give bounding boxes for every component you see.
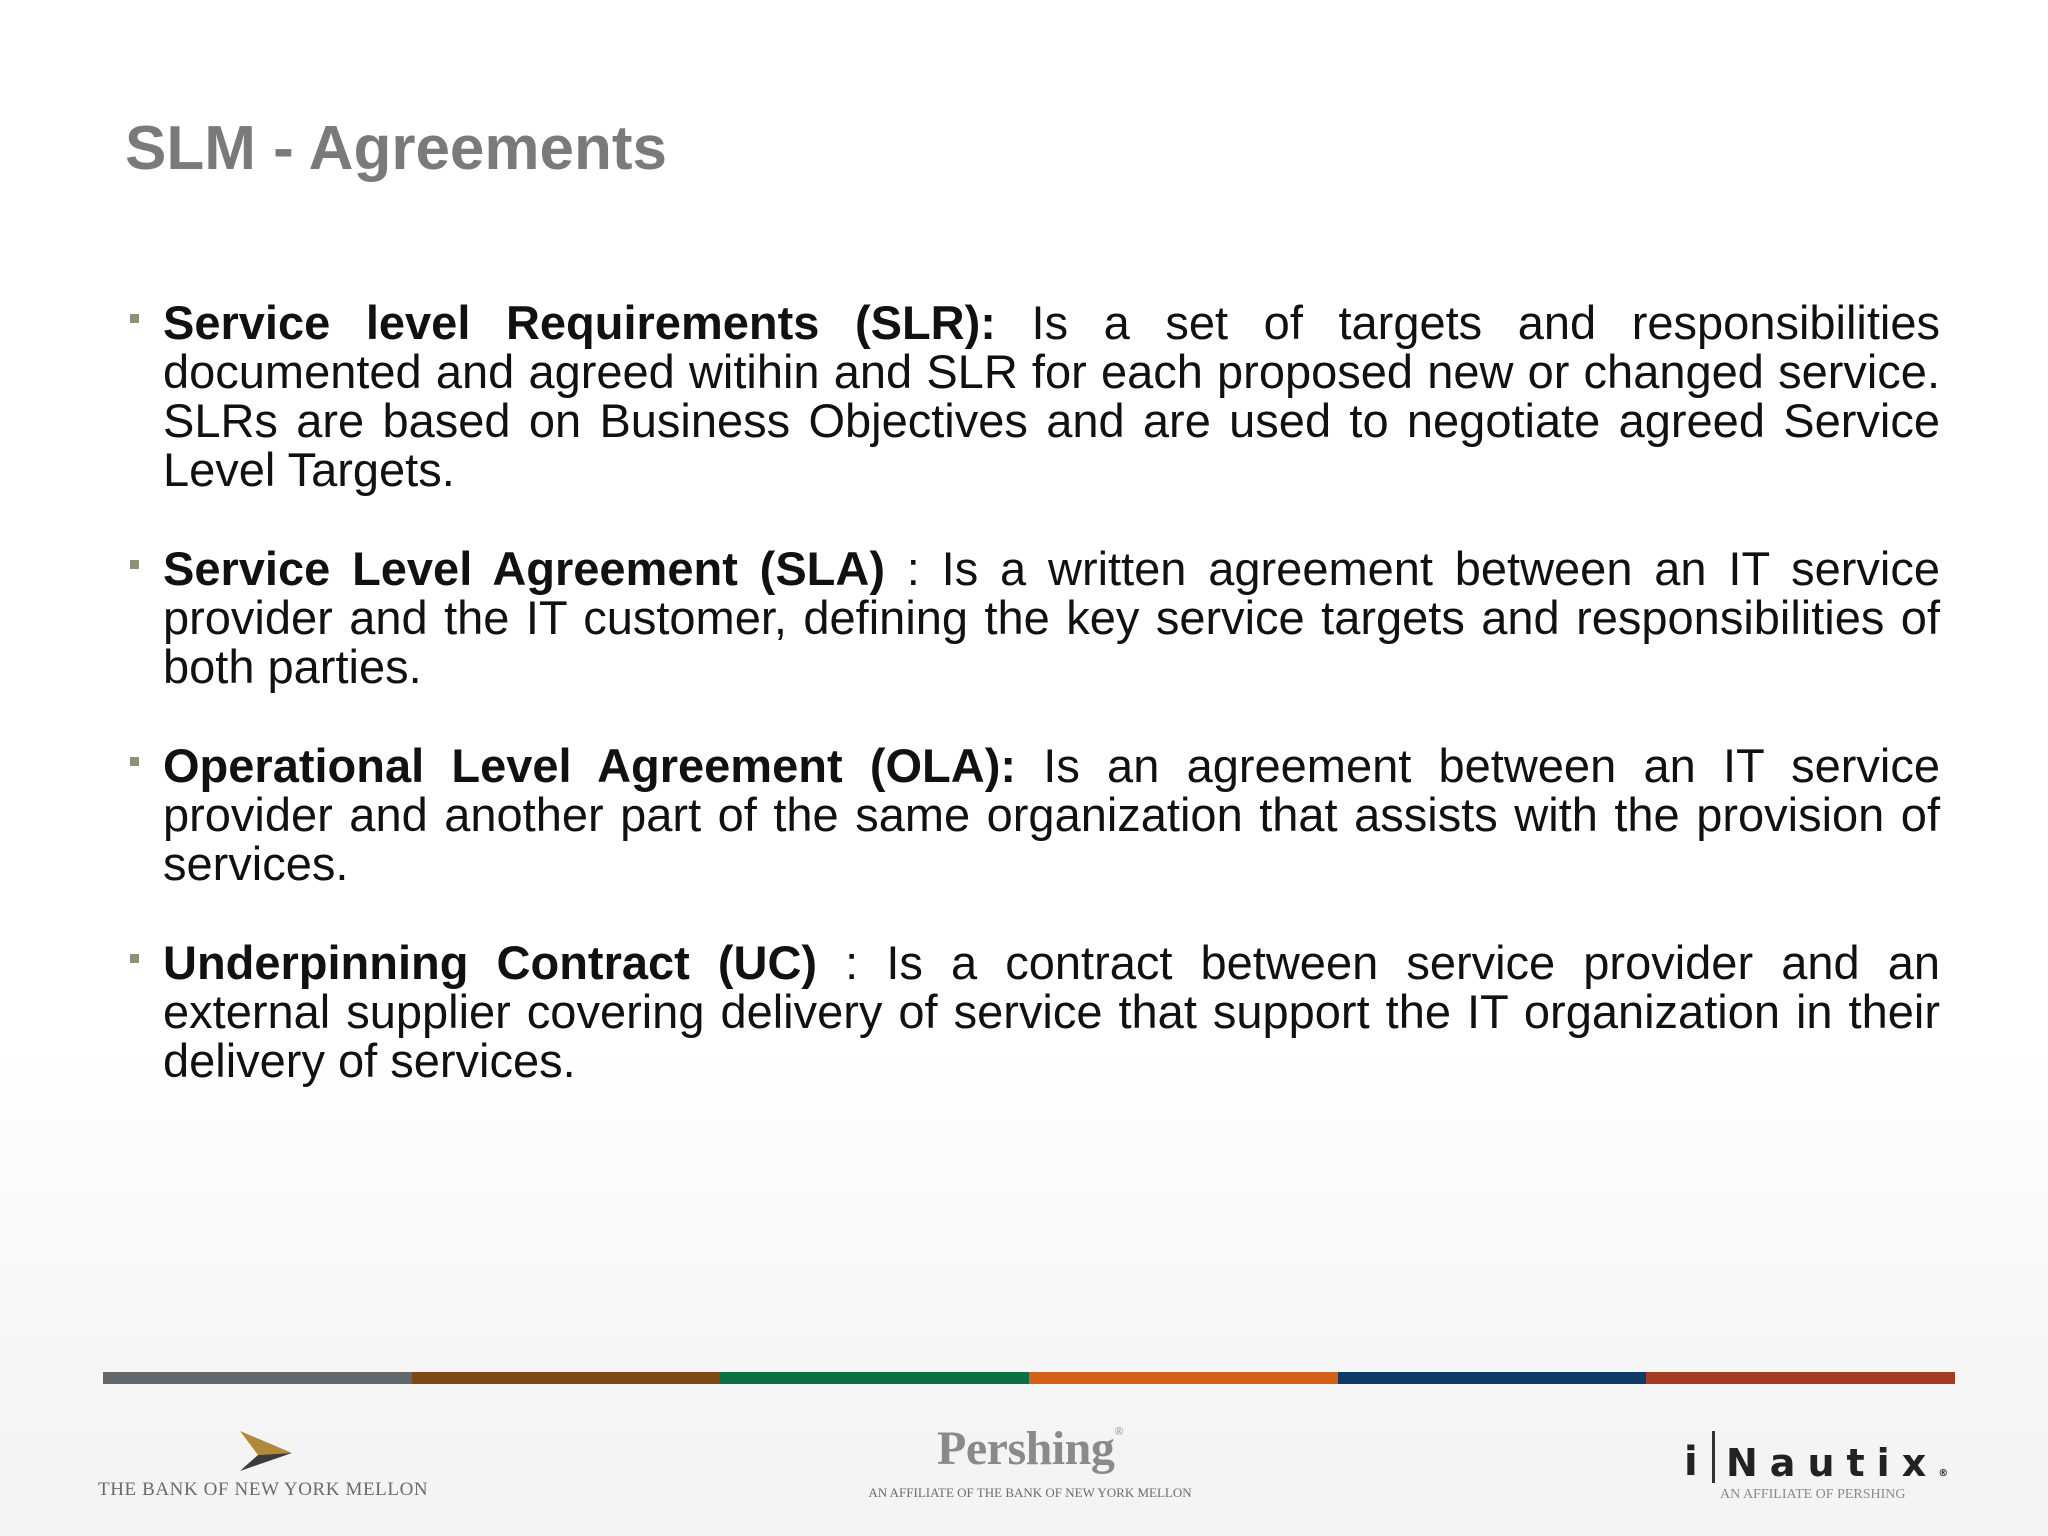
bullet-term: Underpinning Contract (UC) — [163, 936, 818, 989]
inautix-logo — [1680, 1425, 1960, 1505]
bullet-sla — [125, 544, 1940, 691]
bullet-marker — [130, 314, 139, 323]
footer-bar-segment — [1646, 1372, 1955, 1384]
bullet-term: Operational Level Agreement (OLA): — [163, 739, 1017, 792]
bny-mellon-logo-text: THE BANK OF NEW YORK MELLON — [98, 1479, 429, 1500]
bny-arrow-gold — [240, 1431, 292, 1455]
inautix-registered-mark: ® — [1938, 1468, 1949, 1479]
footer-bar-segment — [720, 1372, 1029, 1384]
inautix-logo-wordmark — [1726, 1441, 1948, 1485]
bny-mellon-arrow-icon — [238, 1429, 294, 1473]
footer-bar-segment — [103, 1372, 412, 1384]
bullet-marker — [130, 560, 139, 569]
footer-color-bar — [103, 1372, 1955, 1384]
bullet-list — [125, 298, 1940, 1135]
bullet-marker — [130, 757, 139, 766]
pershing-registered-mark: ® — [1114, 1424, 1123, 1438]
bullet-term: Service Level Agreement (SLA) — [163, 542, 885, 595]
pershing-logo-wordmark — [860, 1422, 1200, 1475]
footer-bar-segment — [1029, 1372, 1338, 1384]
footer-bar-segment — [1338, 1372, 1647, 1384]
inautix-logo-name: Nautix — [1726, 1441, 1939, 1485]
pershing-logo-tagline: AN AFFILIATE OF THE BANK OF NEW YORK MELLON — [868, 1485, 1192, 1500]
pershing-logo-name: Pershing — [937, 1422, 1115, 1475]
bullet-slr — [125, 298, 1940, 494]
bullet-text: : Is a written agreement between an IT service provider and the IT customer, defining the key service targets and responsibilities of both parties. — [163, 542, 1940, 693]
bullet-text: Is an agreement between an IT service provider and another part of the same organization that assists with the provision of services. — [163, 739, 1941, 890]
slide-title: SLM - Agreements — [125, 114, 668, 183]
bullet-text: Is a set of targets and responsibilities documented and agreed witihin and SLR for each proposed new or changed service. SLRs are based on Business Objectives and are used to negotiate agreed Service Level Targets. — [163, 296, 1941, 496]
inautix-logo-divider — [1712, 1431, 1715, 1483]
pershing-logo — [860, 1422, 1200, 1505]
bny-arrow-dark — [240, 1453, 292, 1471]
footer-bar-segment — [412, 1372, 721, 1384]
inautix-logo-prefix: i — [1684, 1439, 1698, 1485]
bullet-marker — [130, 954, 139, 963]
bullet-ola — [125, 741, 1940, 888]
bullet-uc — [125, 938, 1940, 1085]
bullet-term: Service level Requirements (SLR): — [163, 296, 996, 349]
bullet-text: : Is a contract between service provider and an external supplier covering delivery of service that support the IT organization in their delivery of services. — [163, 936, 1940, 1087]
inautix-logo-tagline: AN AFFILIATE OF PERSHING — [1720, 1487, 1906, 1502]
bny-mellon-logo — [98, 1425, 433, 1505]
